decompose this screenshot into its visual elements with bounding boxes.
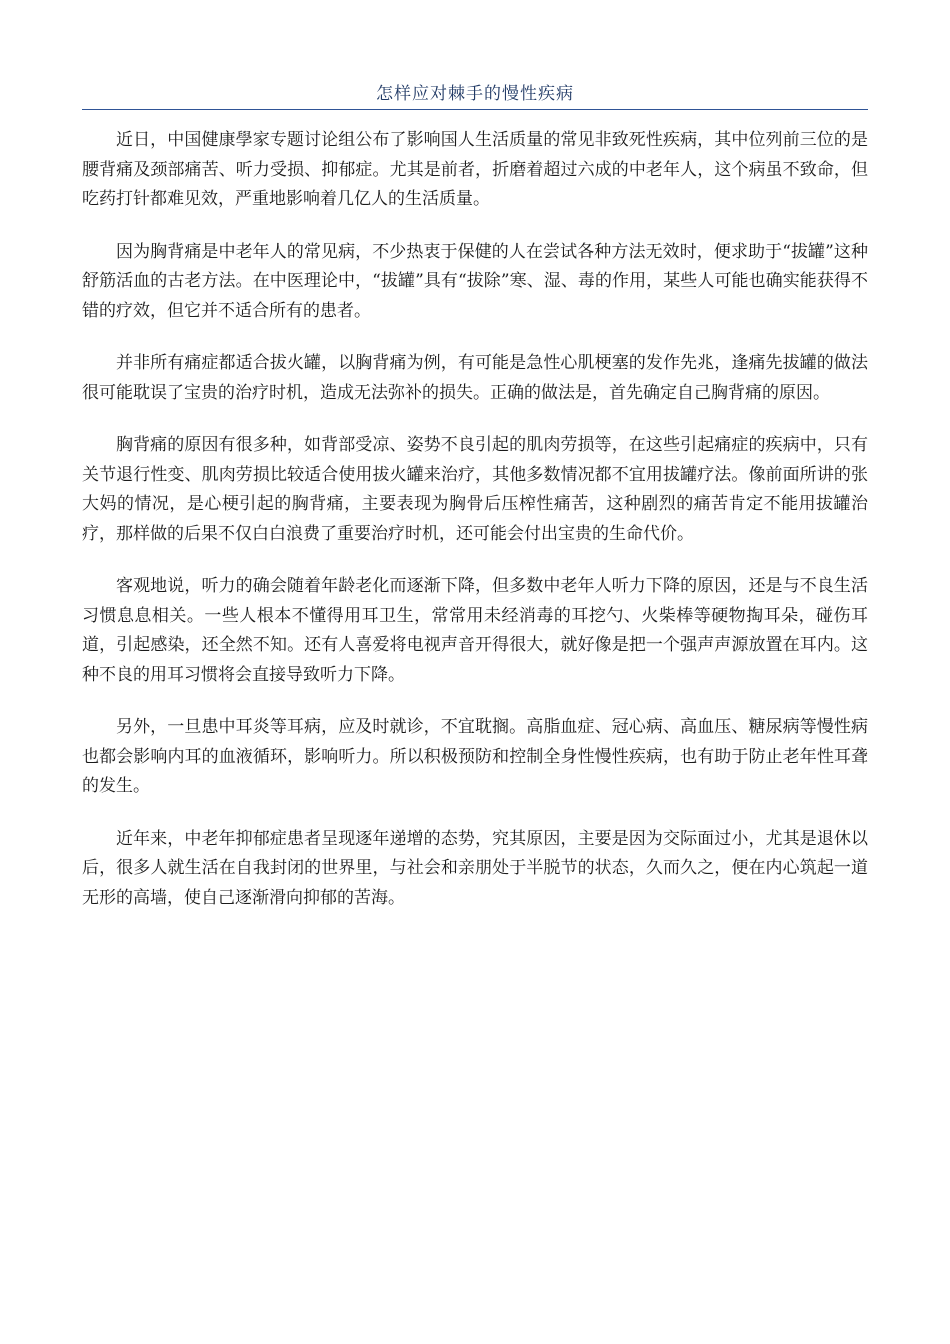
page-title: 怎样应对棘手的慢性疾病 [376,84,574,104]
paragraph-7: 近年来，中老年抑郁症患者呈现逐年递增的态势，究其原因，主要是因为交际面过小，尤其是退休以后，很多人就生活在自我封闭的世界里，与社会和亲朋处于半脱节的状态，久而久之，便在内心筑起一道无形的高墙，使自己逐渐滑向抑郁的苦海。 [82,828,868,908]
paragraph-4: 胸背痛的原因有很多种，如背部受凉、姿势不良引起的肌肉劳损等，在这些引起痛症的疾病中，只有关节退行性变、肌肉劳损比较适合使用拔火罐来治疗，其他多数情况都不宜用拔罐疗法。像前面所讲的张大妈的情况，是心梗引起的胸背痛，主要表现为胸骨后压榨性痛苦，这种剧烈的痛苦肯定不能用拔罐治疗，那样做的后果不仅白白浪费了重要治疗时机，还可能会付出宝贵的生命代价。 [82,435,868,544]
paragraph-2: 因为胸背痛是中老年人的常见病，不少热衷于保健的人在尝试各种方法无效时，便求助于“拔罐”这种舒筋活血的古老方法。在中医理论中，“拔罐”具有“拔除”寒、湿、毒的作用，某些人可能也确实能获得不错的疗效，但它并不适合所有的患者。 [82,241,868,321]
header-divider [82,109,868,110]
paragraph-1: 近日，中国健康學家专题讨论组公布了影响国人生活质量的常见非致死性疾病，其中位列前三位的是腰背痛及颈部痛苦、听力受损、抑郁症。尤其是前者，折磨着超过六成的中老年人，这个病虽不致命，但吃药打针都难见效，严重地影响着几亿人的生活质量。 [82,130,868,209]
article-body [82,126,868,936]
paragraph-3: 并非所有痛症都适合拔火罐，以胸背痛为例，有可能是急性心肌梗塞的发作先兆，逢痛先拔罐的做法很可能耽误了宝贵的治疗时机，造成无法弥补的损失。正确的做法是，首先确定自己胸背痛的原因。 [82,353,868,403]
paragraph-5: 客观地说，听力的确会随着年龄老化而逐渐下降，但多数中老年人听力下降的原因，还是与不良生活习惯息息相关。一些人根本不懂得用耳卫生，常常用未经消毒的耳挖勺、火柴棒等硬物掏耳朵，碰伤耳道，引起感染，还全然不知。还有人喜爱将电视声音开得很大，就好像是把一个强声声源放置在耳内。这种不良的用耳习惯将会直接导致听力下降。 [82,576,868,685]
paragraph-6: 另外，一旦患中耳炎等耳病，应及时就诊，不宜耽搁。高脂血症、冠心病、高血压、糖尿病等慢性病也都会影响内耳的血液循环，影响听力。所以积极预防和控制全身性慢性疾病，也有助于防止老年性耳聋的发生。 [82,717,868,796]
